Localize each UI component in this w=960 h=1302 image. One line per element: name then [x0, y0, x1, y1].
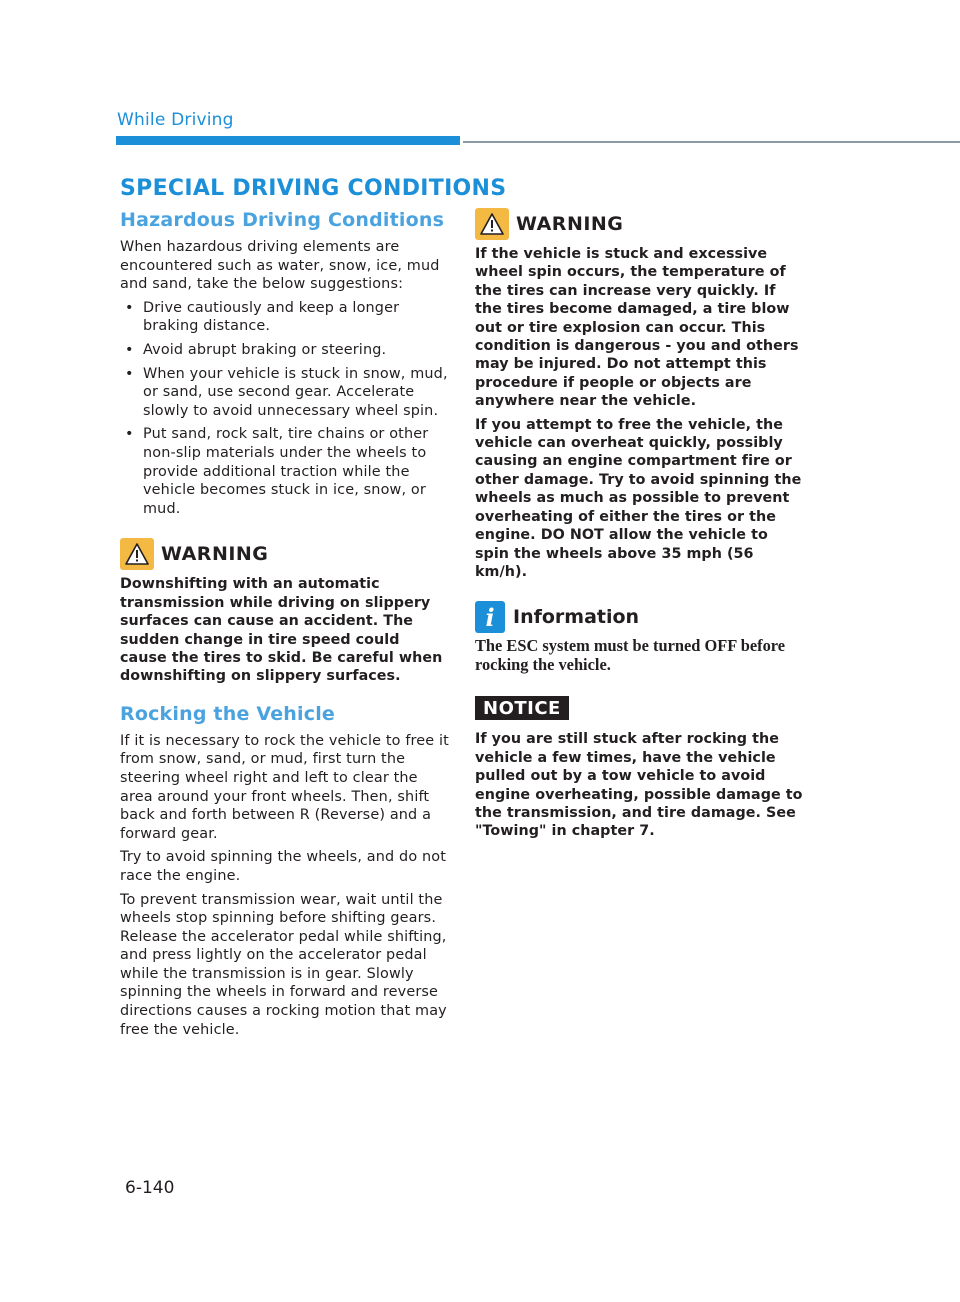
rocking-paragraph: Try to avoid spinning the wheels, and do not race the engine. — [120, 849, 447, 884]
info-icon: i — [475, 601, 505, 633]
list-item: • Drive cautiously and keep a longer braking distance. — [125, 299, 400, 335]
information-header — [475, 600, 805, 634]
warning-header — [120, 537, 450, 571]
hazardous-intro: When hazardous driving elements are encountered such as water, snow, ice, mud and sand, take the below suggestions: — [120, 239, 440, 293]
left-column — [120, 207, 450, 1044]
rocking-paragraph: To prevent transmission wear, wait until the wheels stop spinning before shifting gears. Release the accelerator pedal while shifting, and press lightly on the accelerator pedal while the transmission is in gear. Slowly spinning the wheels in forward and reverse directions causes a rocking motion that may free the vehicle. — [120, 891, 447, 1038]
warning-text: If you attempt to free the vehicle, the vehicle can overheat quickly, possibly causing an engine compartment fire or other damage. Try to avoid spinning the wheels as much as possible to prevent overheating of either the tires or the engine. DO NOT allow the vehicle to spin the wheels above 35 mph (56 km/h). — [475, 416, 802, 580]
right-column — [475, 207, 805, 841]
page-number: 6-140 — [125, 1178, 175, 1198]
rocking-paragraph: If it is necessary to rock the vehicle to free it from snow, sand, or mud, first turn the steering wheel right and left to clear the area around your front wheels. Then, shift back and forth between R (Reverse) and a forward gear. — [120, 732, 449, 842]
notice-badge: NOTICE — [475, 696, 569, 720]
hazardous-heading: Hazardous Driving Conditions — [120, 209, 445, 231]
warning-triangle-icon — [475, 208, 509, 240]
section-header: While Driving — [117, 110, 234, 130]
list-item: • Put sand, rock salt, tire chains or other non-slip materials under the wheels to provide additional traction while the vehicle becomes stuck in ice, snow, or mud. — [125, 426, 429, 517]
warning-title: WARNING — [516, 213, 624, 235]
page-title: SPECIAL DRIVING CONDITIONS — [120, 176, 507, 201]
header-rule-accent — [116, 136, 460, 145]
information-title: Information — [513, 606, 640, 629]
list-item: • Avoid abrupt braking or steering. — [125, 341, 387, 358]
list-item: • When your vehicle is stuck in snow, mud, or sand, use second gear. Accelerate slowly to avoid unnecessary wheel spin. — [125, 365, 448, 419]
information-text: The ESC system must be turned OFF before rocking the vehicle. — [475, 636, 786, 675]
warning-text: Downshifting with an automatic transmission while driving on slippery surfaces can cause an accident. The sudden change in tire speed could cause the tires to skid. Be careful when downshifting on slippery surfaces. — [120, 576, 443, 685]
warning-header — [475, 207, 805, 241]
warning-title: WARNING — [161, 543, 269, 566]
warning-text: If the vehicle is stuck and excessive wheel spin occurs, the temperature of the tires can increase very quickly. If the tires become damaged, a tire blow out or tire explosion can occur. This condition is dangerous - you and others may be injured. Do not attempt this procedure if people or objects are anywhere near the vehicle. — [475, 246, 799, 410]
notice-text: If you are still stuck after rocking the vehicle a few times, have the vehicle pulled out by a tow vehicle to avoid engine overheating, possible damage to the transmission, and tire damage. See "Towing" in chapter 7. — [475, 731, 803, 840]
rocking-heading: Rocking the Vehicle — [120, 702, 335, 725]
hazardous-list — [120, 299, 450, 519]
header-rule — [463, 141, 960, 143]
warning-triangle-icon — [120, 538, 154, 570]
